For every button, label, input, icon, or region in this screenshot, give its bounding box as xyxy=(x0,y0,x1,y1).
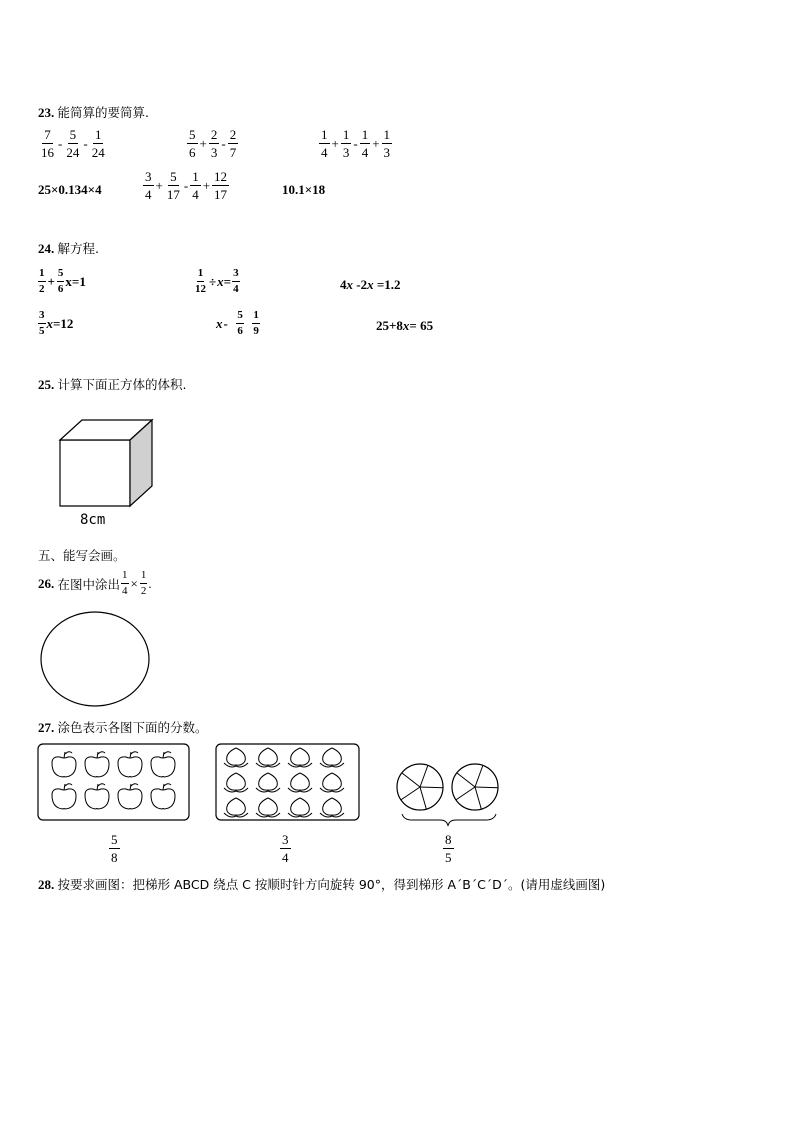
q27-frac-peaches: $\frac{3}{4}$ xyxy=(282,832,289,865)
q23-e1-fraction: $\frac{7}{16}$ xyxy=(41,127,54,160)
q23-e3-operator: + xyxy=(372,135,380,151)
q23-e5-operator: + xyxy=(202,177,211,193)
q23-e5-fraction: $\frac{3}{4}$ xyxy=(145,169,152,202)
q23-e2-fraction: $\frac{5}{6}$ xyxy=(189,127,196,160)
q25-number: 25. xyxy=(38,377,55,392)
q23-e1-operator: - xyxy=(58,135,63,151)
q23-e3-fraction: $\frac{1}{4}$ xyxy=(321,127,328,160)
q23-e5-fraction: $\frac{12}{17}$ xyxy=(214,169,228,202)
q24-eq-3: 4x -2x =1.2 xyxy=(340,277,401,292)
q24-eq-4: $\frac{3}{5}$ x =12 xyxy=(39,309,74,337)
section-five-title: 五、能写会画。 xyxy=(38,548,126,563)
q23-e3-fraction: $\frac{1}{4}$ xyxy=(361,127,369,160)
q23-e2-operator: + xyxy=(199,135,207,151)
q26-heading: 26. 在图中涂出 $\frac{1}{4}$ × $\frac{1}{2}$ . xyxy=(38,569,152,597)
q24-number: 24. xyxy=(38,241,55,256)
q27-frac-circles: $\frac{8}{5}$ xyxy=(445,832,452,865)
q23-e5-operator: - xyxy=(183,177,189,193)
apple-icon xyxy=(85,789,109,809)
q23-e3-fraction: $\frac{1}{3}$ xyxy=(342,127,350,160)
q23-title: 能简算的要简算. xyxy=(57,105,149,120)
q23-e3-operator: + xyxy=(331,135,339,151)
q23-e3-operator: - xyxy=(353,135,358,151)
q23-e2-operator: - xyxy=(221,135,226,151)
q27-frac-apples: $\frac{5}{8}$ xyxy=(111,832,118,865)
q23-e2-fraction: $\frac{2}{3}$ xyxy=(210,127,218,160)
q23-e5-operator: + xyxy=(155,177,163,193)
q23-e2-fraction: $\frac{2}{7}$ xyxy=(229,127,237,160)
q24-eq-6: 25+8x= 65 xyxy=(376,318,434,333)
cube-edge-label: 8cm xyxy=(80,512,106,528)
apple-icon xyxy=(118,789,142,809)
apple-icon xyxy=(118,757,142,777)
q23-expr-4: 25×0.134×4 xyxy=(38,182,102,197)
q23-e5-fraction: $\frac{1}{4}$ xyxy=(192,169,199,202)
q24-title: 解方程. xyxy=(57,241,99,256)
q26-title: 在图中涂出 xyxy=(57,576,121,592)
q25-title: 计算下面正方体的体积. xyxy=(57,377,187,392)
apple-icon xyxy=(52,757,76,777)
q28-title: 按要求画图：把梯形 ABCD 绕点 C 按顺时针方向旋转 90°，得到梯形 A´B´C´D´。(请用虚线画图) xyxy=(57,877,606,892)
q28-number: 28. xyxy=(38,877,55,892)
q27-number: 27. xyxy=(38,720,55,735)
q23-e1-fraction: $\frac{1}{24}$ xyxy=(91,127,105,160)
q28-heading xyxy=(38,875,605,893)
apple-icon xyxy=(85,757,109,777)
apple-icon xyxy=(151,757,175,777)
apple-icon xyxy=(52,789,76,809)
q23-e1-fraction: $\frac{5}{24}$ xyxy=(66,127,80,160)
q23-e3-fraction: $\frac{1}{3}$ xyxy=(383,127,391,160)
q23-e5-fraction: $\frac{5}{17}$ xyxy=(166,169,180,202)
q24-eq-5: x - $\frac{5}{6}$ $\frac{1}{9}$ xyxy=(216,309,259,337)
apple-icon xyxy=(151,789,175,809)
q24-eq-2: $\frac{1}{12}$ ÷ x = $\frac{3}{4}$ xyxy=(195,267,239,295)
q27-title: 涂色表示各图下面的分数。 xyxy=(57,720,208,735)
q23-number: 23. xyxy=(38,105,55,120)
q26-number: 26. xyxy=(38,575,55,591)
q23-expr-6: 10.1×18 xyxy=(282,182,326,197)
q24-eq-1: $\frac{1}{2}$ + $\frac{5}{6}$ x=1 xyxy=(39,267,86,295)
q23-e1-operator: - xyxy=(83,135,88,151)
circles-brace xyxy=(402,814,496,826)
